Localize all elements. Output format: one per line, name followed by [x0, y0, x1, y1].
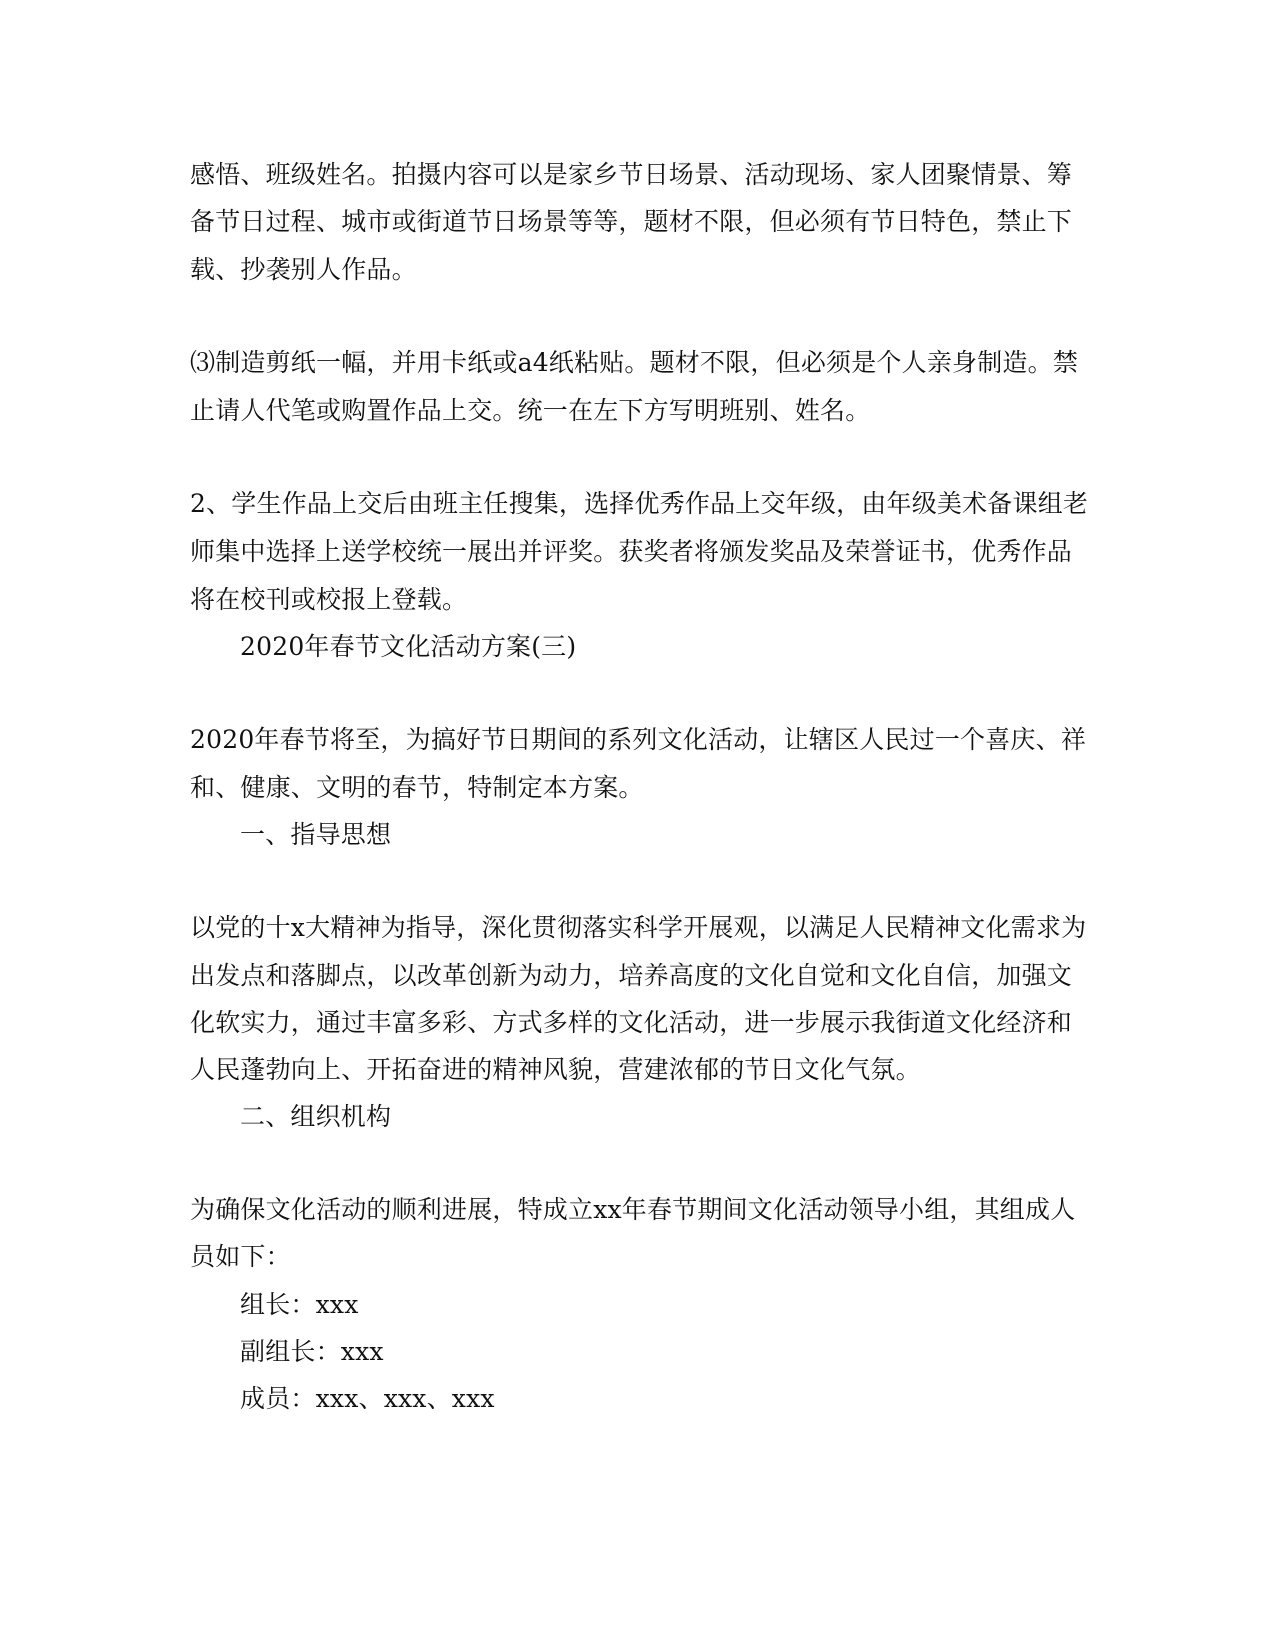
member-line: 组长：xxx	[240, 1290, 359, 1319]
text-line: 以党的十x大精神为指导，深化贯彻落实科学开展观，以满足人民精神文化需求为	[190, 913, 1087, 942]
text-line: 2、学生作品上交后由班主任搜集，选择优秀作品上交年级，由年级美术备课组老	[190, 489, 1089, 518]
text-line: 感悟、班级姓名。拍摄内容可以是家乡节日场景、活动现场、家人团聚情景、筹	[190, 160, 1073, 189]
member-line: 成员：xxx、xxx、xxx	[240, 1384, 495, 1413]
text-line: 化软实力，通过丰富多彩、方式多样的文化活动，进一步展示我街道文化经济和	[190, 1008, 1073, 1037]
text-line: 载、抄袭别人作品。	[190, 255, 417, 284]
section-title: 2020年春节文化活动方案(三)	[240, 632, 577, 661]
text-line: 人民蓬勃向上、开拓奋进的精神风貌，营建浓郁的节日文化气氛。	[190, 1055, 921, 1084]
text-line: 和、健康、文明的春节，特制定本方案。	[190, 773, 644, 802]
text-line: ⑶制造剪纸一幅，并用卡纸或a4纸粘贴。题材不限，但必须是个人亲身制造。禁	[190, 348, 1079, 377]
section-heading: 二、组织机构	[240, 1102, 392, 1131]
text-line: 止请人代笔或购置作品上交。统一在左下方写明班别、姓名。	[190, 396, 871, 425]
text-line: 出发点和落脚点，以改革创新为动力，培养高度的文化自觉和文化自信，加强文	[190, 961, 1073, 990]
section-heading: 一、指导思想	[240, 820, 392, 849]
text-line: 为确保文化活动的顺利进展，特成立xx年春节期间文化活动领导小组，其组成人	[190, 1195, 1076, 1224]
text-line: 员如下：	[190, 1242, 291, 1271]
text-line: 师集中选择上送学校统一展出并评奖。获奖者将颁发奖品及荣誉证书，优秀作品	[190, 537, 1073, 566]
member-line: 副组长：xxx	[240, 1337, 384, 1366]
text-line: 将在校刊或校报上登载。	[190, 585, 468, 614]
text-line: 2020年春节将至，为搞好节日期间的系列文化活动，让辖区人民过一个喜庆、祥	[190, 725, 1087, 754]
text-line: 备节日过程、城市或街道节日场景等等，题材不限，但必须有节日特色，禁止下	[190, 207, 1073, 236]
